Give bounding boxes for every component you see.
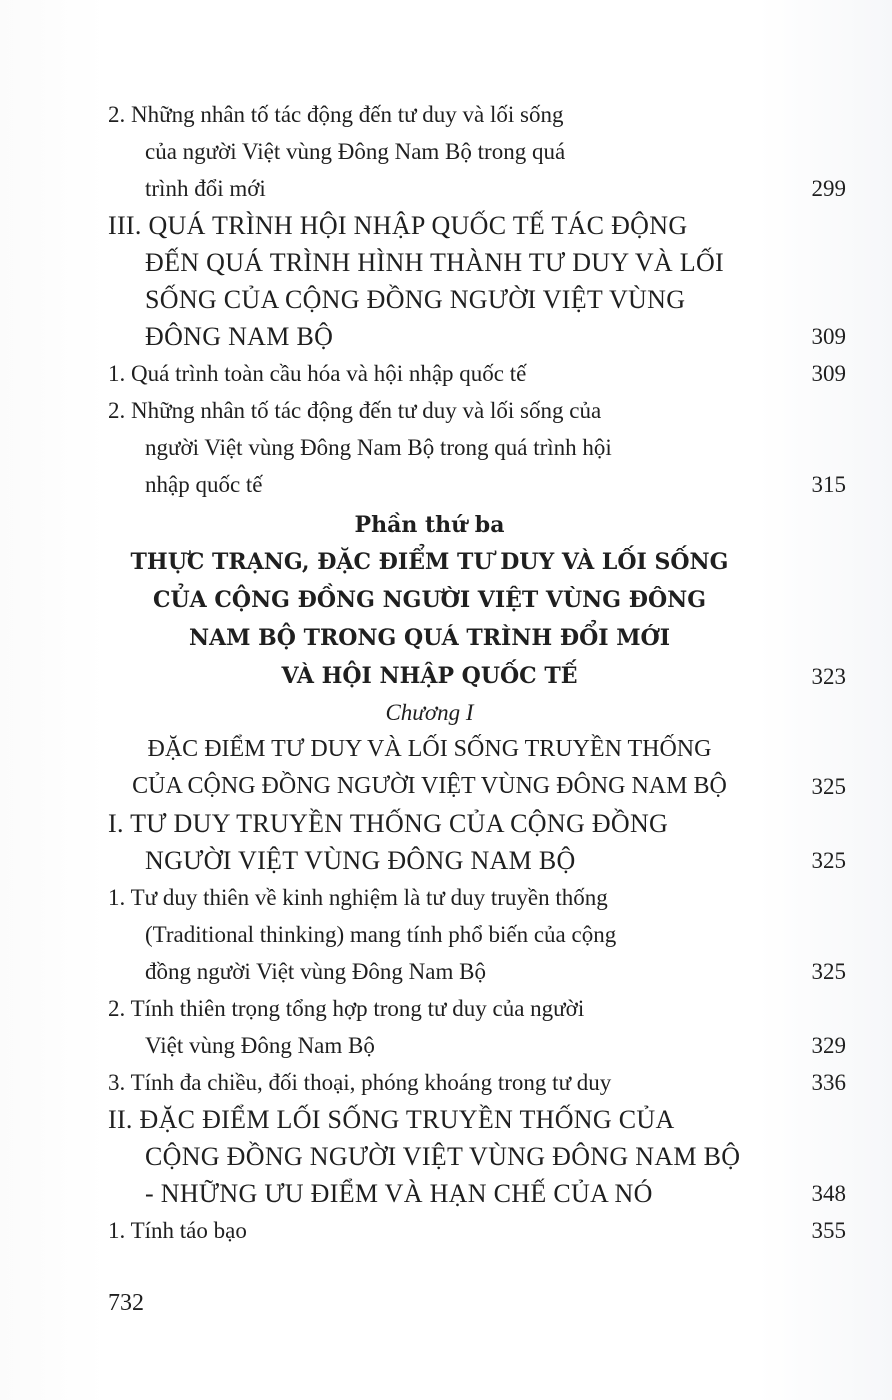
toc-entry-line: 1. Tính táo bạo — [108, 1218, 247, 1243]
toc-entry-line: 3. Tính đa chiều, đối thoại, phóng khoáng trong tư duy — [108, 1070, 612, 1095]
toc-page-number: 329 — [811, 1033, 846, 1058]
toc-page-number: 325 — [811, 774, 846, 799]
part-heading — [108, 543, 846, 695]
toc-entry-line: I. TƯ DUY TRUYỀN THỐNG CỦA CỘNG ĐỒNG — [108, 809, 669, 838]
toc-entry-line: 2. Những nhân tố tác động đến tư duy và lối sống của — [108, 398, 602, 423]
toc-entry-line: (Traditional thinking) mang tính phổ biến của cộng — [145, 922, 617, 947]
toc-page-number: 323 — [811, 664, 846, 689]
toc-entry-line: III. QUÁ TRÌNH HỘI NHẬP QUỐC TẾ TÁC ĐỘNG — [108, 211, 688, 240]
toc-entry-line: SỐNG CỦA CỘNG ĐỒNG NGƯỜI VIỆT VÙNG — [145, 285, 686, 314]
part-title-line: VÀ HỘI NHẬP QUỐC TẾ — [281, 663, 578, 689]
toc-entry-line: của người Việt vùng Đông Nam Bộ trong quá — [145, 139, 566, 164]
toc-page-number: 299 — [811, 176, 846, 201]
toc-page-number: 309 — [811, 324, 846, 349]
chapter-label: Chương I — [385, 700, 474, 725]
toc-entry-line: 1. Tư duy thiên về kinh nghiệm là tư duy truyền thống — [108, 885, 608, 910]
toc-entry-line: NGƯỜI VIỆT VÙNG ĐÔNG NAM BỘ — [145, 846, 576, 875]
toc-entry — [108, 96, 846, 207]
toc-entry — [108, 1212, 846, 1249]
part-title-line: CỦA CỘNG ĐỒNG NGƯỜI VIỆT VÙNG ĐÔNG — [152, 587, 707, 613]
toc-entry — [108, 805, 846, 879]
toc-entry-line: ĐÔNG NAM BỘ — [145, 322, 334, 351]
table-of-contents — [108, 96, 846, 1249]
toc-entry — [108, 392, 846, 503]
toc-entry — [108, 879, 846, 990]
toc-entry — [108, 990, 846, 1064]
toc-entry-line: CỘNG ĐỒNG NGƯỜI VIỆT VÙNG ĐÔNG NAM BỘ — [145, 1142, 741, 1171]
toc-entry-line: 2. Tính thiên trọng tổng hợp trong tư duy của người — [108, 996, 585, 1021]
part-title-line: NAM BỘ TRONG QUÁ TRÌNH ĐỔI MỚI — [188, 625, 671, 651]
chapter-heading — [108, 731, 846, 805]
toc-entry-line: người Việt vùng Đông Nam Bộ trong quá trình hội — [145, 435, 612, 460]
toc-entry — [108, 355, 846, 392]
toc-entry-line: Việt vùng Đông Nam Bộ — [145, 1033, 375, 1058]
toc-entry-line: trình đổi mới — [145, 176, 266, 201]
toc-entry — [108, 207, 846, 355]
toc-page-number: 325 — [811, 959, 846, 984]
part-title-line: THỰC TRẠNG, ĐẶC ĐIỂM TƯ DUY VÀ LỐI SỐNG — [130, 549, 729, 575]
toc-page-number: 348 — [811, 1181, 846, 1206]
toc-entry-line: II. ĐẶC ĐIỂM LỐI SỐNG TRUYỀN THỐNG CỦA — [108, 1105, 675, 1134]
chapter-title-line: CỦA CỘNG ĐỒNG NGƯỜI VIỆT VÙNG ĐÔNG NAM BỘ — [132, 773, 727, 799]
toc-page-number: 355 — [811, 1218, 846, 1243]
part-label: Phần thứ ba — [354, 512, 505, 538]
toc-page-number: 336 — [811, 1070, 846, 1095]
toc-entry-line: nhập quốc tế — [145, 472, 263, 497]
toc-page-number: 325 — [811, 848, 846, 873]
toc-page-number: 309 — [811, 361, 846, 386]
toc-entry-line: 2. Những nhân tố tác động đến tư duy và lối sống — [108, 102, 564, 127]
chapter-title-line: ĐẶC ĐIỂM TƯ DUY VÀ LỐI SỐNG TRUYỀN THỐNG — [147, 736, 712, 762]
toc-entry-line: 1. Quá trình toàn cầu hóa và hội nhập quốc tế — [108, 361, 527, 386]
toc-entry-line: đồng người Việt vùng Đông Nam Bộ — [145, 959, 486, 984]
toc-entry-line: ĐẾN QUÁ TRÌNH HÌNH THÀNH TƯ DUY VÀ LỐI — [145, 248, 724, 277]
toc-page-number: 315 — [811, 472, 846, 497]
page-folio: 732 — [108, 1290, 144, 1316]
toc-entry-line: - NHỮNG ƯU ĐIỂM VÀ HẠN CHẾ CỦA NÓ — [145, 1179, 653, 1208]
toc-entry — [108, 1064, 846, 1101]
toc-entry — [108, 1101, 846, 1212]
